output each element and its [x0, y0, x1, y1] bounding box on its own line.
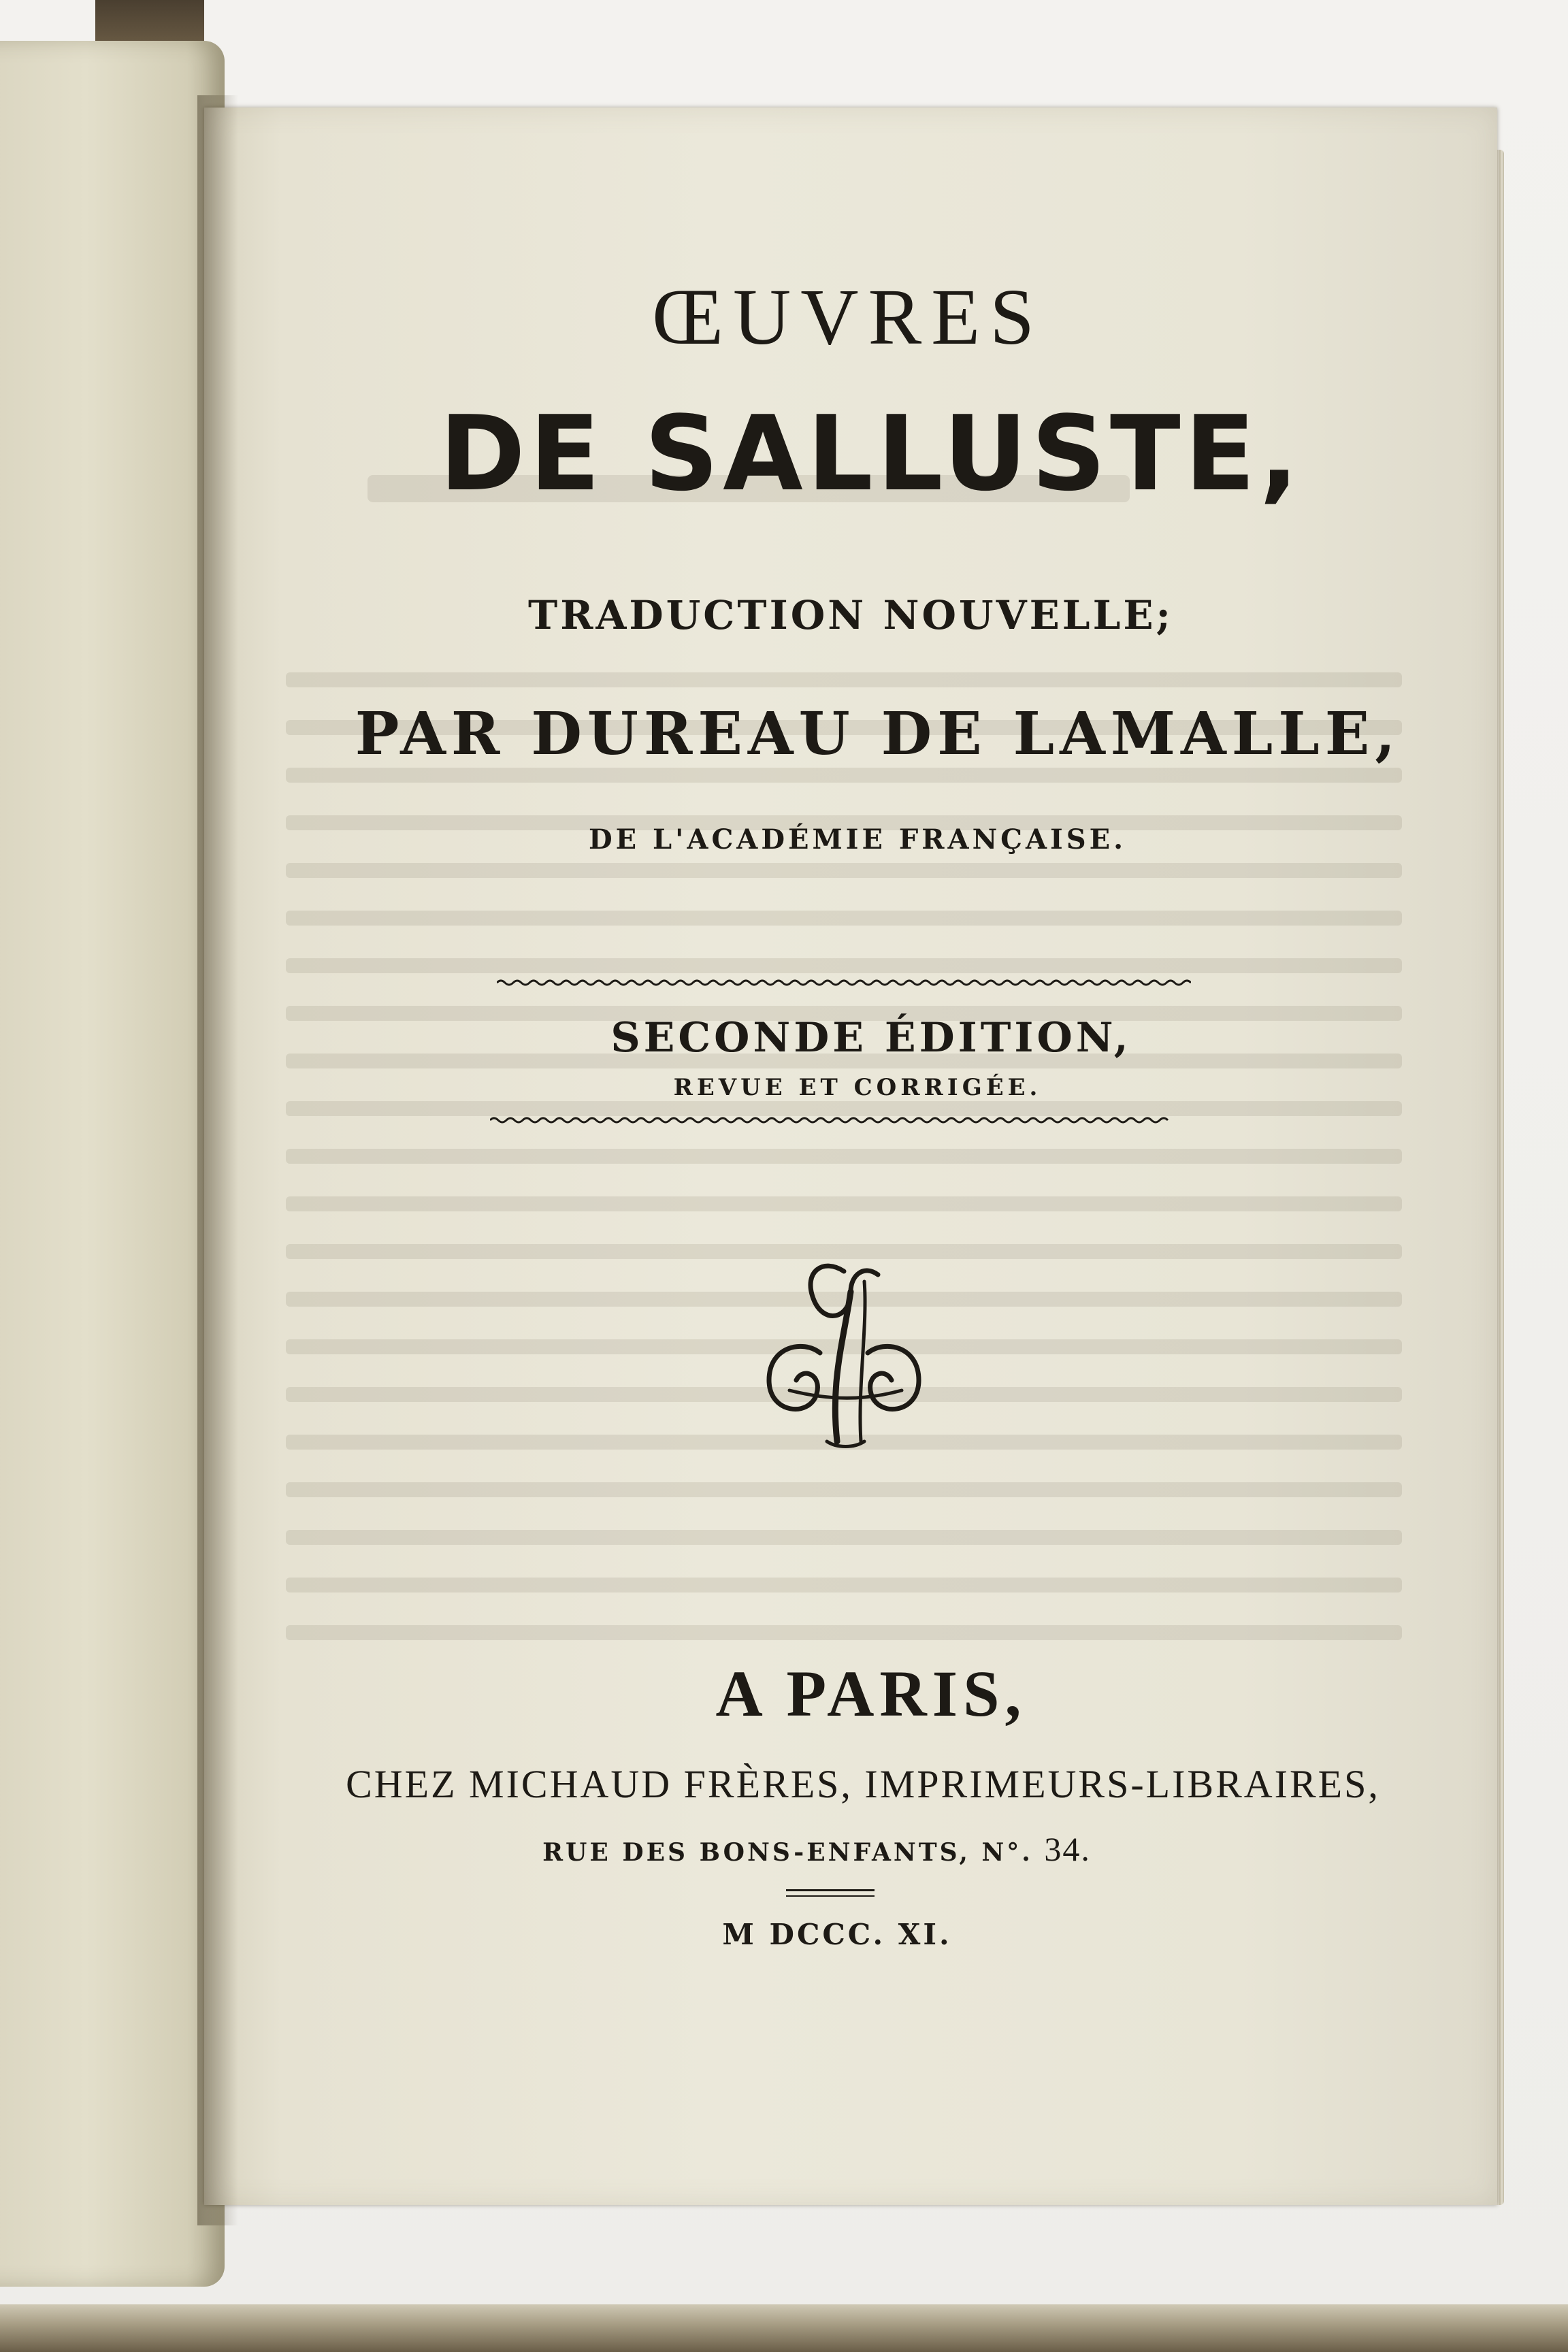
short-double-rule	[786, 1889, 875, 1897]
author-line: PAR DUREAU DE LAMALLE,	[355, 700, 1401, 768]
imprint-address-number: 34.	[1044, 1830, 1091, 1868]
edition-statement: SECONDE ÉDITION,	[610, 1014, 1132, 1062]
imprint-address-street: RUE DES BONS-ENFANTS, N°.	[542, 1838, 1033, 1867]
author-affiliation: DE L'ACADÉMIE FRANÇAISE.	[588, 823, 1127, 855]
monogram-ornament-icon	[749, 1244, 939, 1462]
book-bottom-edge	[0, 2304, 1568, 2352]
subtitle-traduction: TRADUCTION NOUVELLE;	[528, 592, 1173, 638]
imprint-place: A PARIS,	[715, 1657, 1027, 1730]
title-de-salluste: DE SALLUSTE,	[439, 393, 1303, 514]
imprint-publisher: CHEZ MICHAUD FRÈRES, IMPRIMEURS-LIBRAIRES,	[346, 1762, 1380, 1806]
wavy-rule-top	[497, 977, 1191, 988]
imprint-address	[170, 1829, 1463, 1869]
title-page-text	[204, 108, 1497, 2205]
title-oeuvres: ŒUVRES	[652, 272, 1044, 361]
imprint-date: M DCCC. XI.	[722, 1918, 952, 1951]
gutter-shadow	[197, 95, 238, 2225]
title-page	[204, 108, 1497, 2205]
wavy-rule-bottom	[490, 1115, 1171, 1126]
edition-note: REVUE ET CORRIGÉE.	[673, 1074, 1042, 1101]
